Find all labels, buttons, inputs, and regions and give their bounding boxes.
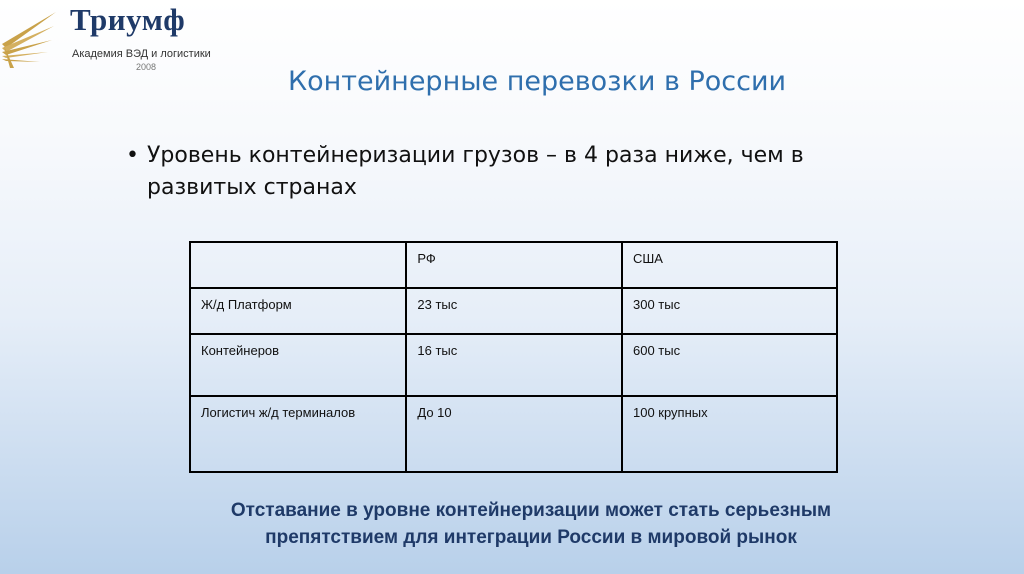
- comparison-table: [189, 241, 838, 473]
- table-cell: 16 тыс: [406, 334, 622, 396]
- table-cell: 600 тыс: [622, 334, 837, 396]
- table-cell: Ж/д Платформ: [190, 288, 406, 334]
- conclusion-text: [0, 497, 1024, 551]
- logo-name: Триумф: [70, 2, 186, 37]
- logo-year: 2008: [136, 62, 157, 72]
- table-row: [190, 288, 837, 334]
- table-cell: До 10: [406, 396, 622, 472]
- bullet-point: [126, 140, 886, 204]
- table-cell: Логистич ж/д терминалов: [190, 396, 406, 472]
- table-header-row: [190, 242, 837, 288]
- slide-title: Контейнерные перевозки в России: [287, 66, 787, 97]
- bullet-text: Уровень контейнеризации грузов – в 4 раза ниже, чем в развитых странах: [147, 143, 804, 200]
- table-header-cell: [190, 242, 406, 288]
- conclusion-line-1: Отставание в уровне контейнеризации может стать серьезным: [230, 500, 832, 521]
- table-row: [190, 334, 837, 396]
- table-cell: 23 тыс: [406, 288, 622, 334]
- bullet-icon: •: [126, 143, 139, 168]
- table-cell: Контейнеров: [190, 334, 406, 396]
- logo-subtitle: Академия ВЭД и логистики: [72, 48, 211, 60]
- table-header-cell: США: [622, 242, 837, 288]
- table-cell: 100 крупных: [622, 396, 837, 472]
- logo-rays-icon: [0, 4, 60, 70]
- conclusion-line-2: препятствием для интеграции России в мировой рынок: [265, 527, 797, 548]
- table-cell: 300 тыс: [622, 288, 837, 334]
- table-header-cell: РФ: [406, 242, 622, 288]
- table-row: [190, 396, 837, 472]
